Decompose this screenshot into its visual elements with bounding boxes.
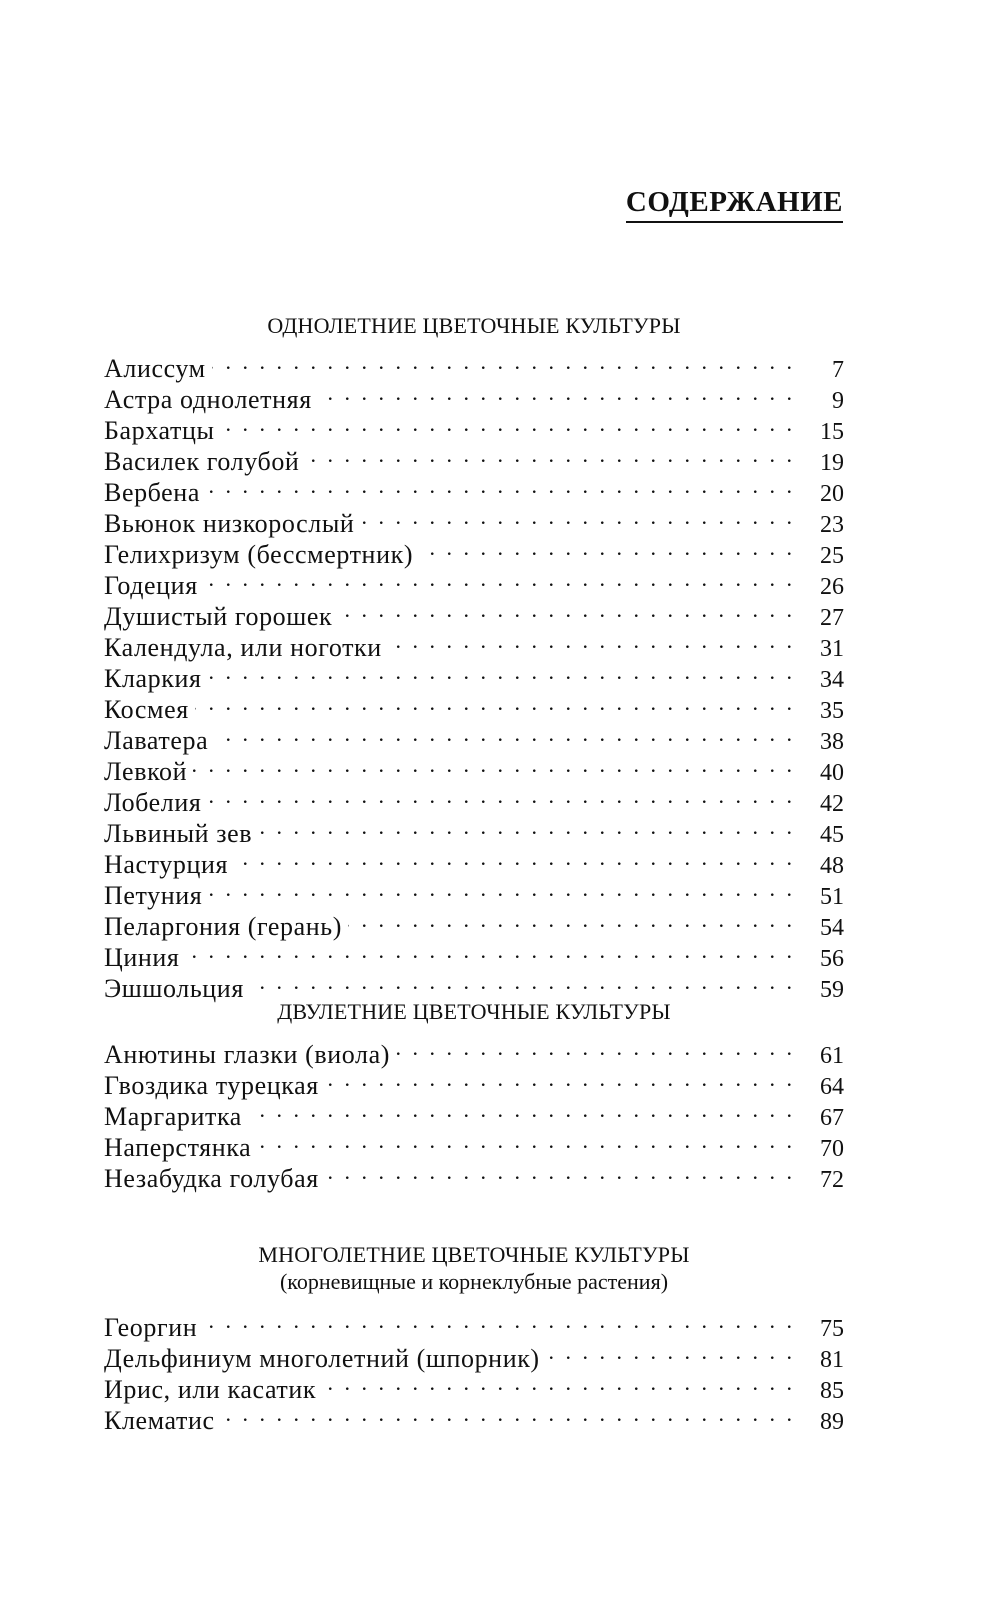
toc-entry-page: 35 [820,698,844,724]
toc-entry-page: 27 [820,605,844,631]
dot-leader [258,811,792,842]
toc-entry-page: 54 [820,915,844,941]
dot-leader [193,749,792,780]
dot-leader [305,439,792,470]
title-wrap [626,186,843,223]
toc-entry[interactable] [104,718,844,755]
toc-entry[interactable] [104,346,844,383]
toc-entry-title: Клематис [104,1406,215,1435]
toc-entry-page: 56 [820,946,844,972]
dot-leader [257,1125,792,1156]
toc-entry[interactable] [104,873,844,910]
toc-entry-page: 38 [820,729,844,755]
toc-entry-page: 72 [820,1167,844,1193]
toc-entry-title: Наперстянка [104,1133,252,1162]
toc-entry-page: 59 [820,977,844,1003]
toc-entry-title: Алиссум [104,354,206,383]
dot-leader [419,532,792,563]
toc-entry-page: 70 [820,1136,844,1162]
dot-leader [214,718,792,749]
toc-entry-title: Вербена [104,478,200,507]
toc-entry-title: Гелихризум (бессмертник) [104,540,414,569]
dot-leader [325,1063,792,1094]
section-heading: ДВУЛЕТНИЕ ЦВЕТОЧНЫЕ КУЛЬТУРЫ [277,999,671,1024]
toc-entry-page: 31 [820,636,844,662]
toc-entry[interactable] [104,687,844,724]
toc-entry-title: Пеларгония (герань) [104,912,343,941]
toc-entry[interactable] [104,935,844,972]
toc-entry-page: 23 [820,512,844,538]
page-title: СОДЕРЖАНИЕ [626,186,843,223]
dot-leader [203,1305,792,1336]
dot-leader [208,656,792,687]
toc-entry[interactable] [104,811,844,848]
section-biennials [104,998,844,1193]
toc-entry-title: Львиный зев [104,819,253,848]
toc-entry-title: Космея [104,695,189,724]
toc-entry[interactable] [104,1336,844,1373]
toc-entry-title: Лобелия [104,788,202,817]
toc-entry-title: Циния [104,943,180,972]
dot-leader [206,470,792,501]
toc-entry-page: 67 [820,1105,844,1131]
dot-leader [207,780,792,811]
toc-entry-title: Гвоздика турецкая [104,1071,319,1100]
toc-entry[interactable] [104,780,844,817]
dot-leader [248,1094,792,1125]
toc-entry-page: 89 [820,1409,844,1435]
toc-entry[interactable] [104,501,844,538]
dot-leader [388,625,792,656]
toc-entry-title: Годеция [104,571,198,600]
toc-entry-title: Василек голубой [104,447,300,476]
section-heading: МНОГОЛЕТНИЕ ЦВЕТОЧНЫЕ КУЛЬТУРЫ [258,1242,690,1267]
toc-entry-title: Кларкия [104,664,202,693]
toc-entry-title: Календула, или ноготки [104,633,382,662]
toc-entry-page: 48 [820,853,844,879]
toc-entry[interactable] [104,749,844,786]
toc-entry-title: Дельфиниум многолетний (шпорник) [104,1344,540,1373]
toc-entry[interactable] [104,656,844,693]
dot-leader [195,687,792,718]
toc-entry-page: 42 [820,791,844,817]
toc-entry-page: 19 [820,450,844,476]
toc-entry-page: 81 [820,1347,844,1373]
section-perennials [104,1241,844,1435]
dot-leader [360,501,792,532]
dot-leader [221,1398,792,1429]
dot-leader [322,1367,792,1398]
dot-leader [348,904,792,935]
toc-entry[interactable] [104,563,844,600]
toc-entry-title: Лаватера [104,726,209,755]
section-annuals [104,312,844,1003]
toc-entry-page: 61 [820,1043,844,1069]
dot-leader [221,408,792,439]
section-heading: ОДНОЛЕТНИЕ ЦВЕТОЧНЫЕ КУЛЬТУРЫ [267,313,681,338]
dot-leader [396,1032,792,1063]
toc-entry-title: Левкой [104,757,188,786]
toc-entry-page: 25 [820,543,844,569]
dot-leader [250,966,792,997]
toc-entry-title: Петуния [104,881,203,910]
toc-entry-title: Вьюнок низкорослый [104,509,355,538]
toc-entry-title: Астра однолетняя [104,385,312,414]
toc-entry[interactable] [104,377,844,414]
toc-entry-title: Георгин [104,1313,198,1342]
toc-entry-title: Эшшольция [104,974,244,1003]
dot-leader [546,1336,792,1367]
toc-entry-page: 45 [820,822,844,848]
dot-leader [208,873,792,904]
toc-entry[interactable] [104,594,844,631]
section-subheading: (корневищные и корнеклубные растения) [279,1269,669,1294]
toc-entry-page: 26 [820,574,844,600]
toc-entry-page: 85 [820,1378,844,1404]
toc-entry-page: 75 [820,1316,844,1342]
dot-leader [338,594,792,625]
dot-leader [204,563,792,594]
toc-entry-title: Анютины глазки (виола) [104,1040,390,1069]
toc-entry-page: 20 [820,481,844,507]
dot-leader [325,1156,792,1187]
toc-list [104,1305,844,1435]
toc-entry-page: 51 [820,884,844,910]
toc-list [104,346,844,1003]
dot-leader [318,377,792,408]
toc-entry-title: Настурция [104,850,229,879]
toc-entry[interactable] [104,904,844,941]
toc-entry-title: Бархатцы [104,416,215,445]
toc-entry-title: Незабудка голубая [104,1164,319,1193]
toc-entry[interactable] [104,1032,844,1069]
toc-entry-title: Ирис, или касатик [104,1375,317,1404]
toc-entry-page: 64 [820,1074,844,1100]
toc-entry-page: 7 [832,357,844,383]
toc-entry-page: 9 [832,388,844,414]
toc-entry[interactable] [104,470,844,507]
toc-entry[interactable] [104,1305,844,1342]
toc-entry[interactable] [104,966,844,1003]
toc-entry-title: Маргаритка [104,1102,242,1131]
toc-entry-title: Душистый горошек [104,602,333,631]
dot-leader [234,842,792,873]
dot-leader [185,935,792,966]
toc-entry-page: 15 [820,419,844,445]
toc-entry-page: 34 [820,667,844,693]
dot-leader [212,346,792,377]
toc-entry-page: 40 [820,760,844,786]
toc-list [104,1032,844,1193]
